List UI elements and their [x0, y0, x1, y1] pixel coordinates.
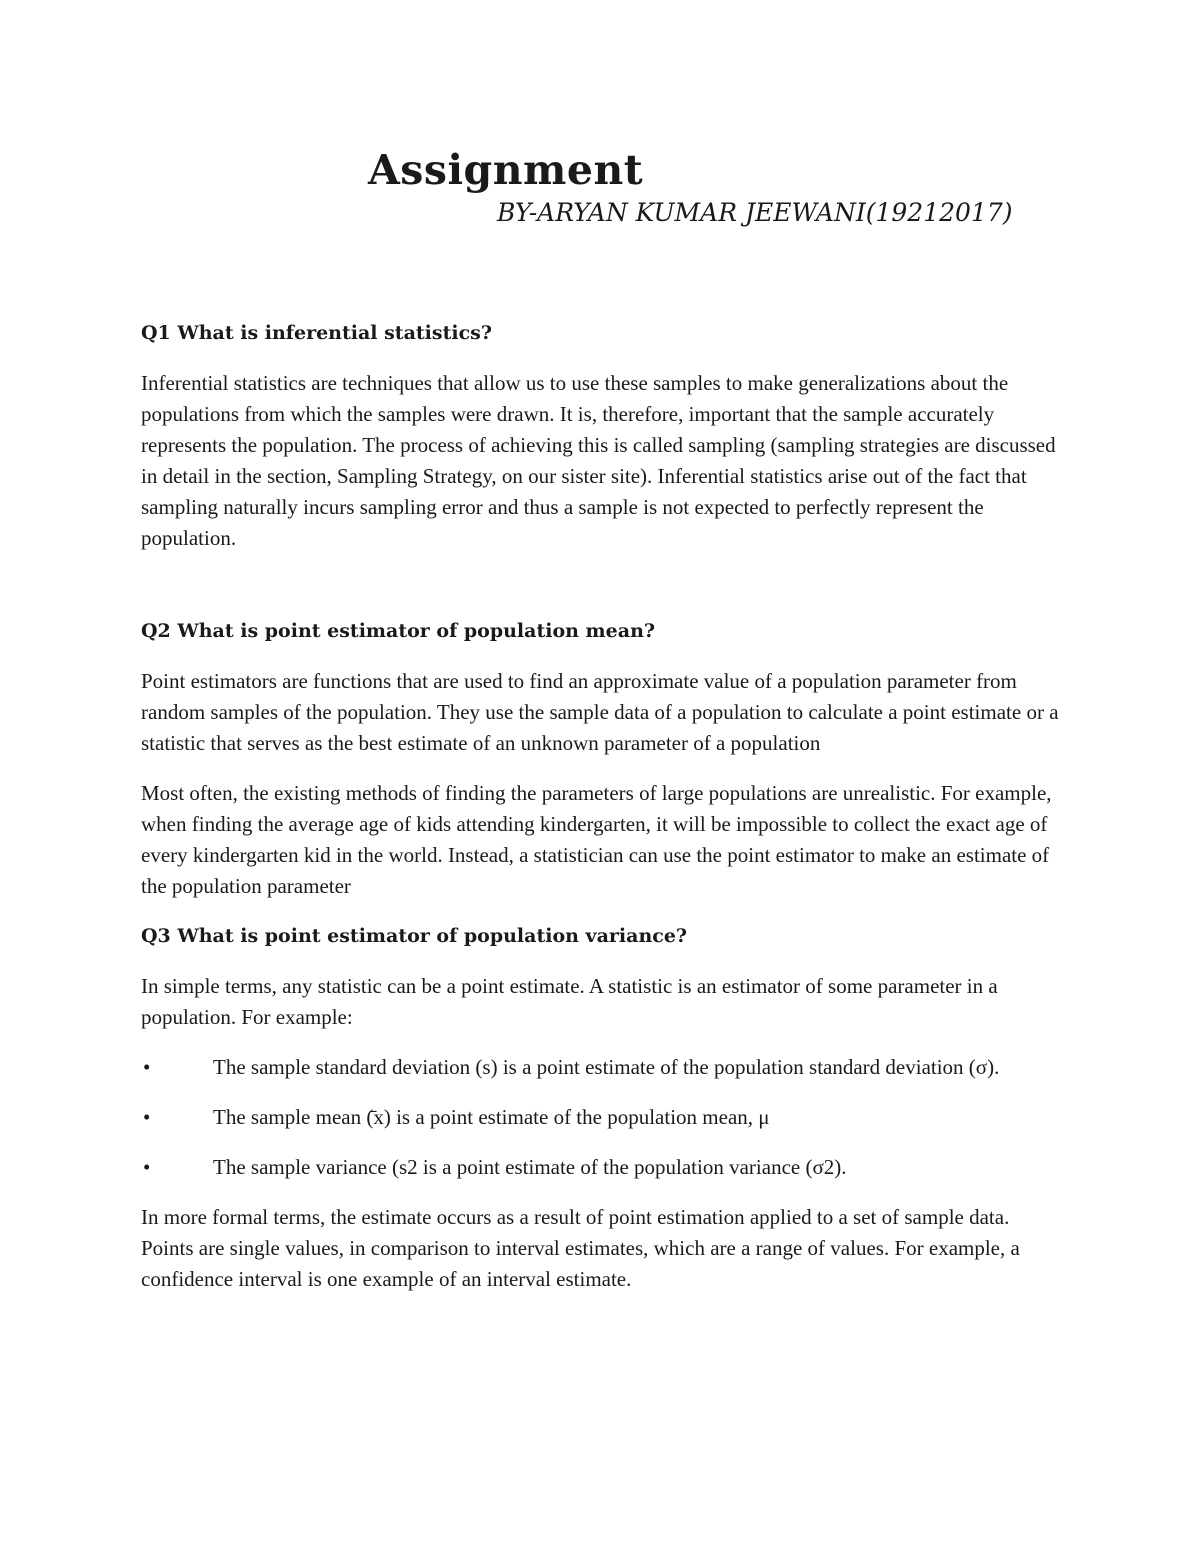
q3-bullet-item: [141, 1152, 1061, 1183]
q3-conclusion: In more formal terms, the estimate occurs as a result of point estimation applied to a set of sample data. Points are single values, in comparison to interval estimates, which are a range of values. For example, a confidence interval is one example of an interval estimate.: [141, 1205, 1020, 1291]
q3-bullet-text: The sample variance (s2 is a point estimate of the population variance (σ2).: [213, 1155, 847, 1179]
document-title: Assignment: [368, 146, 644, 194]
bullet-icon: •: [143, 1105, 151, 1129]
q3-bullet-text: The sample standard deviation (s) is a point estimate of the population standard deviation (σ).: [213, 1055, 1000, 1079]
document-author: BY-ARYAN KUMAR JEEWANI(19212017): [497, 198, 1013, 227]
q3-heading: Q3 What is point estimator of population variance?: [141, 925, 688, 947]
bullet-icon: •: [143, 1155, 151, 1179]
q3-bullet-item: [141, 1102, 1061, 1133]
q3-bullet-text: The sample mean (̄x) is a point estimate of the population mean, μ: [213, 1105, 770, 1129]
q2-answer-paragraph-2: Most often, the existing methods of finding the parameters of large populations are unrealistic. For example, when finding the average age of kids attending kindergarten, it will be impossible to collect the exact age of every kindergarten kid in the world. Instead, a statistician can use the point estimator to make an estimate of the population parameter: [141, 781, 1052, 898]
q2-heading: Q2 What is point estimator of population mean?: [141, 620, 656, 642]
bullet-icon: •: [143, 1055, 151, 1079]
q1-heading: Q1 What is inferential statistics?: [141, 322, 492, 344]
document-body: [141, 318, 1061, 1295]
q3-bullet-item: [141, 1052, 1061, 1083]
q2-answer-paragraph-1: Point estimators are functions that are used to find an approximate value of a population parameter from random samples of the population. They use the sample data of a population to calculate a point estimate or a statistic that serves as the best estimate of an unknown parameter of a population: [141, 669, 1059, 755]
q1-answer: Inferential statistics are techniques that allow us to use these samples to make generalizations about the populations from which the samples were drawn. It is, therefore, important that the sample accurately represents the population. The process of achieving this is called sampling (sampling strategies are discussed in detail in the section, Sampling Strategy, on our sister site). Inferential statistics arise out of the fact that sampling naturally incurs sampling error and thus a sample is not expected to perfectly represent the population.: [141, 371, 1056, 550]
q3-intro: In simple terms, any statistic can be a point estimate. A statistic is an estimator of some parameter in a population. For example:: [141, 974, 998, 1029]
